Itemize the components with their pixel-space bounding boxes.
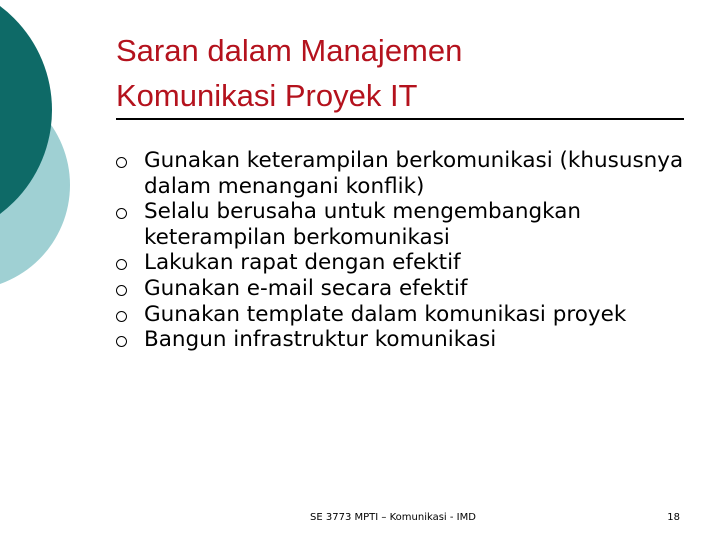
title-line-1: Saran dalam Manajemen	[116, 33, 463, 68]
bullet-list	[116, 148, 696, 353]
bullet-text: Selalu berusaha untuk mengembangkan keterampilan berkomunikasi	[144, 199, 581, 250]
title-divider	[116, 118, 684, 120]
bullet-item	[116, 148, 696, 199]
bullet-item	[116, 276, 696, 302]
hollow-circle-bullet-icon	[116, 336, 127, 347]
slide-footer: SE 3773 MPTI – Komunikasi - IMD	[310, 512, 476, 523]
bullet-text: Gunakan keterampilan berkomunikasi (khususnya dalam menangani konflik)	[144, 148, 684, 199]
title-line-2: Komunikasi Proyek IT	[116, 78, 418, 113]
bullet-item	[116, 199, 696, 250]
bullet-item	[116, 250, 696, 276]
bullet-text: Gunakan e-mail secara efektif	[144, 275, 468, 301]
decorative-circles	[0, 0, 120, 300]
hollow-circle-bullet-icon	[116, 311, 127, 322]
hollow-circle-bullet-icon	[116, 285, 127, 296]
hollow-circle-bullet-icon	[116, 208, 127, 219]
slide-title	[116, 28, 676, 118]
page-number: 18	[667, 512, 680, 523]
bullet-text: Lakukan rapat dengan efektif	[144, 250, 461, 276]
hollow-circle-bullet-icon	[116, 259, 127, 270]
hollow-circle-bullet-icon	[116, 157, 127, 168]
bullet-text: Gunakan template dalam komunikasi proyek	[144, 301, 627, 327]
bullet-text: Bangun infrastruktur komunikasi	[144, 327, 497, 353]
bullet-item	[116, 327, 696, 353]
bullet-item	[116, 302, 696, 328]
